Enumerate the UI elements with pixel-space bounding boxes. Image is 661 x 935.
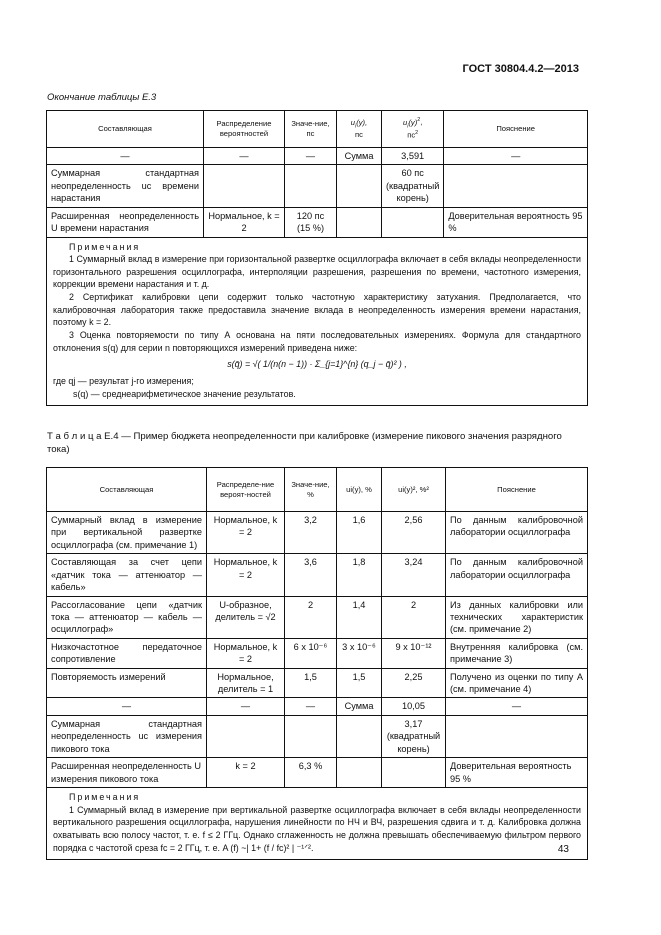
table-row: Расширенная неопределенность U времени нарастания Нормальное, k = 2 120 пс (15 %) Доверительная вероятность 95 %	[47, 207, 588, 237]
table-e4	[46, 467, 588, 860]
page-number: 43	[557, 844, 569, 855]
col-header: $u_i(y)^2$, $пс^2$	[382, 111, 444, 148]
col-header: Распределе-ние вероят-ностей	[207, 468, 285, 512]
col-header: ui(y)², %²	[382, 468, 446, 512]
table-row: Составляющая за счет цепи «датчик тока — аттенюатор — кабель» Нормальное, k = 2 3,6 1,8 3,24 По данным калибровочной лаборатории осциллографа	[47, 554, 588, 596]
table-row: Суммарная стандартная неопределенность uc измерения пикового тока 3,17 (квадратный корень)	[47, 715, 588, 757]
notes-row	[47, 788, 588, 860]
col-header: Пояснение	[446, 468, 588, 512]
note-1: 1 Суммарный вклад в измерение при горизонтальной развертке осциллографа включает в себя вклады неопределенности горизонтального разрешения осциллографа, интерполяции разрешения, разрешения по времени, частотного измерения, коррекции времени нарастания и т. д.	[53, 254, 581, 290]
table-row: Повторяемость измерений Нормальное, делитель = 1 1,5 1,5 2,25 Получено из оценки по типу А (см. примечание 4)	[47, 668, 588, 698]
notes-row	[47, 237, 588, 406]
note-2: 2 Сертификат калибровки цепи содержит только частотную характеристику затухания. Предполагается, что калибровочная лаборатория также предоставила значение вклада в неопределенность измерения времени нарастания, поэтому k = 2.	[53, 292, 581, 328]
std-dev-formula: s(q̄) = √( 1/(n(n − 1)) · Σ_{j=1}^{n} (q_j − q̄)² ) ,	[227, 359, 407, 370]
where-line-2: s(q) — среднеарифметическое значение результатов.	[73, 388, 296, 399]
table-e3-end	[46, 110, 588, 406]
table-row: — — — Сумма 3,591 —	[47, 148, 588, 165]
table-row: — — — Сумма 10,05 —	[47, 698, 588, 715]
table-row: Рассогласование цепи «датчик тока — аттенюатор — кабель — осциллограф» U-образное, делитель = √2 2 1,4 2 Из данных калибровки или технических характеристик (см. примечание 2)	[47, 596, 588, 638]
table-row: Суммарный вклад в измерение при вертикальной развертке осциллографа (см. примечание 1) Нормальное, k = 2 3,2 1,6 2,56 По данным калибровочной лаборатории осциллографа	[47, 512, 588, 554]
table-row: Расширенная неопределенность U измерения пикового тока k = 2 6,3 % Доверительная вероятность 95 %	[47, 758, 588, 788]
col-header: Значе-ние, %	[285, 468, 337, 512]
table-row: Низкочастотное передаточное сопротивление Нормальное, k = 2 6 х 10⁻⁶ 3 х 10⁻⁶ 9 х 10⁻¹² Внутренняя калибровка (см. примечание 3)	[47, 638, 588, 668]
col-header: Составляющая	[47, 111, 204, 148]
notes-title: Примечания	[69, 792, 141, 803]
col-header: ui(y), %	[337, 468, 382, 512]
notes-title: Примечания	[69, 241, 141, 252]
table-header-row	[47, 111, 588, 148]
where-line-1: где qj — результат j-го измерения;	[53, 375, 194, 386]
col-header: Распределение вероятностей	[204, 111, 285, 148]
col-header: Составляющая	[47, 468, 207, 512]
col-header: $u_i(y)$, пс	[337, 111, 382, 148]
table-header-row	[47, 468, 588, 512]
col-header: Пояснение	[444, 111, 588, 148]
table-e4-caption: Т а б л и ц а Е.4 — Пример бюджета неопределенности при калибровке (измерение пикового значения разрядного тока)	[47, 431, 562, 456]
note-3: 3 Оценка повторяемости по типу А основана на пяти последовательных измерениях. Формула для стандартного отклонения s(q) для серии n повторяющихся измерений приведена ниже:	[53, 330, 581, 353]
note-1: 1 Суммарный вклад в измерение при вертикальной развертке осциллографа включает в себя вклады неопределенности вертикального разрешения осциллографа, нарушения линейности по НЧ и ВЧ, разрешения сдвига и т. д. Калибровка должна охватывать всю полосу частот, т. е. f ≤ 2 ГГц. Однако сглаженность не должна превышать обеспечиваемую фильтром первого порядка с частотой среза fc = 2 ГГц, т. е. A (f) ~| 1+ (f / fc)² | ⁻¹ᐟ².	[53, 804, 581, 853]
document-header-id: ГОСТ 30804.4.2—2013	[462, 63, 579, 75]
table-row: Суммарная стандартная неопределенность uc времени нарастания 60 пс (квадратный корень)	[47, 165, 588, 207]
col-header: Значе-ние, пс	[285, 111, 337, 148]
table-continuation-caption: Окончание таблицы Е.3	[47, 92, 157, 103]
